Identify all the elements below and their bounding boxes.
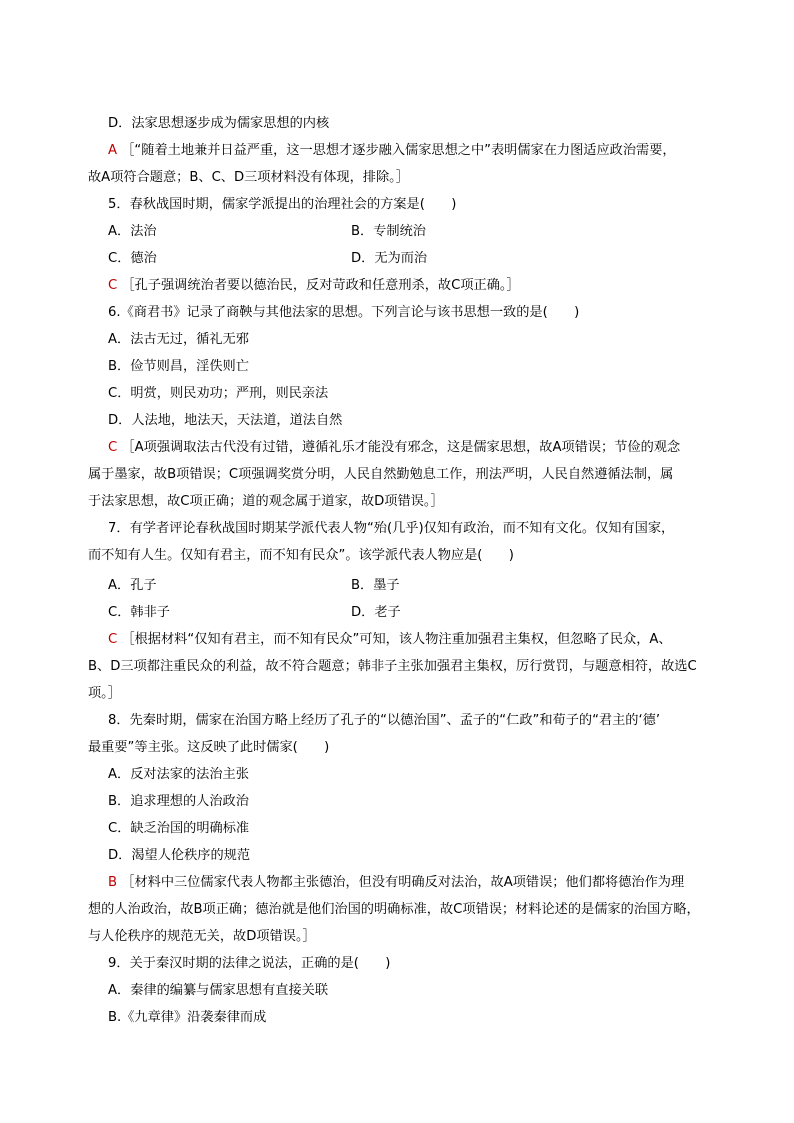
q7-stem-line1: 7．有学者评论春秋战国时期某学派代表人物“殆(几乎)仅知有政治，而不知有文化。仅知有国家，: [108, 521, 675, 536]
q6-explanation: [108, 438, 718, 458]
q9-stem: 9．关于秦汉时期的法律之说法，正确的是( ): [108, 956, 391, 971]
q8-stem-line2: 最重要”等主张。这反映了此时儒家( ): [88, 740, 330, 755]
q7-option-a: A．孔子: [108, 578, 157, 593]
q7-explanation-line1: ［根据材料“仅知有君主，而不知有民众”可知，该人物注重加强君主集权，但忽略了民众，A、: [121, 632, 672, 647]
q6-explanation-line1: ［A项强调取法古代没有过错，遵循礼乐才能没有邪念，这是儒家思想，故A项错误；节俭的观念: [121, 440, 681, 455]
q8-stem-line1: 8．先秦时期，儒家在治国方略上经历了孔子的“以德治国”、孟子的“仁政”和荀子的“君主的‘德’: [108, 713, 661, 728]
q8-answer: B: [108, 875, 118, 890]
q7-options-row1: [108, 576, 718, 596]
q8-explanation-line3: 与人伦秩序的规范无关，故D项错误。］: [88, 929, 316, 944]
q7-option-b: B．墨子: [351, 578, 400, 593]
q5-stem: 5．春秋战国时期，儒家学派提出的治理社会的方案是( ): [108, 197, 457, 212]
q7-explanation: [108, 630, 718, 650]
q7-option-c: C．韩非子: [108, 605, 170, 620]
q4-explanation: [108, 141, 718, 161]
q8-explanation-line2: 想的人治政治，故B项正确；德治就是他们治国的明确标准，故C项错误；材料论述的是儒家的治国方略，: [88, 902, 700, 917]
q5-option-c: C．德治: [108, 251, 157, 266]
q8-explanation-line1: ［材料中三位儒家代表人物都主张德治，但没有明确反对法治，故A项错误；他们都将德治作为理: [121, 875, 685, 890]
q6-stem: 6.《商君书》记录了商鞅与其他法家的思想。下列言论与该书思想一致的是( ): [108, 305, 580, 320]
q6-option-b: B．俭节则昌，淫佚则亡: [108, 359, 249, 374]
q6-option-c: C．明赏，则民劝功；严刑，则民亲法: [108, 386, 329, 401]
q5-explanation: [108, 276, 718, 296]
q5-explanation-text: ［孔子强调统治者要以德治民，反对苛政和任意刑杀，故C项正确。］: [121, 278, 520, 293]
q6-option-a: A．法古无过，循礼无邪: [108, 332, 249, 347]
q8-option-c: C．缺乏治国的明确标准: [108, 821, 250, 836]
q8-option-b: B．追求理想的人治政治: [108, 794, 249, 809]
q5-option-b: B．专制统治: [351, 224, 426, 239]
q6-answer: C: [108, 440, 118, 455]
q6-explanation-line3: 于法家思想，故C项正确；道的观念属于道家，故D项错误。］: [88, 494, 444, 509]
q5-answer: C: [108, 278, 118, 293]
q6-explanation-line2: 属于墨家，故B项错误；C项强调奖赏分明，人民自然勤勉息工作，刑法严明，人民自然遵循法制，属: [88, 467, 674, 482]
q4-explanation-line1: ［“随着土地兼并日益严重，这一思想才逐步融入儒家思想之中”表明儒家在力图适应政治需要，: [121, 143, 676, 158]
q7-option-d: D．老子: [351, 605, 401, 620]
q6-option-d: D．人法地，地法天，天法道，道法自然: [108, 413, 343, 428]
q7-stem-line2: 而不知有人生。仅知有君主，而不知有民众”。该学派代表人物应是( ): [88, 548, 514, 563]
q5-options-row1: [108, 222, 718, 242]
q4-explanation-line2: 故A项符合题意；B、C、D三项材料没有体现，排除。］: [88, 170, 409, 185]
q5-options-row2: [108, 249, 718, 269]
q5-option-a: A．法治: [108, 224, 157, 239]
q7-answer: C: [108, 632, 118, 647]
q5-option-d: D．无为而治: [351, 251, 428, 266]
q8-explanation: [108, 873, 718, 893]
q4-option-d: D．法家思想逐步成为儒家思想的内核: [108, 116, 330, 131]
q4-answer: A: [108, 143, 118, 158]
q8-option-a: A．反对法家的法治主张: [108, 767, 249, 782]
q7-options-row2: [108, 603, 718, 623]
q7-explanation-line3: 项。］: [88, 686, 121, 701]
q7-explanation-line2: B、D三项都注重民众的利益，故不符合题意；韩非子主张加强君主集权，厉行赏罚，与题意相符，故选C: [88, 659, 697, 674]
q9-option-a: A．秦律的编纂与儒家思想有直接关联: [108, 983, 329, 998]
q8-option-d: D．渴望人伦秩序的规范: [108, 848, 251, 863]
q9-option-b: B.《九章律》沿袭秦律而成: [108, 1010, 267, 1025]
